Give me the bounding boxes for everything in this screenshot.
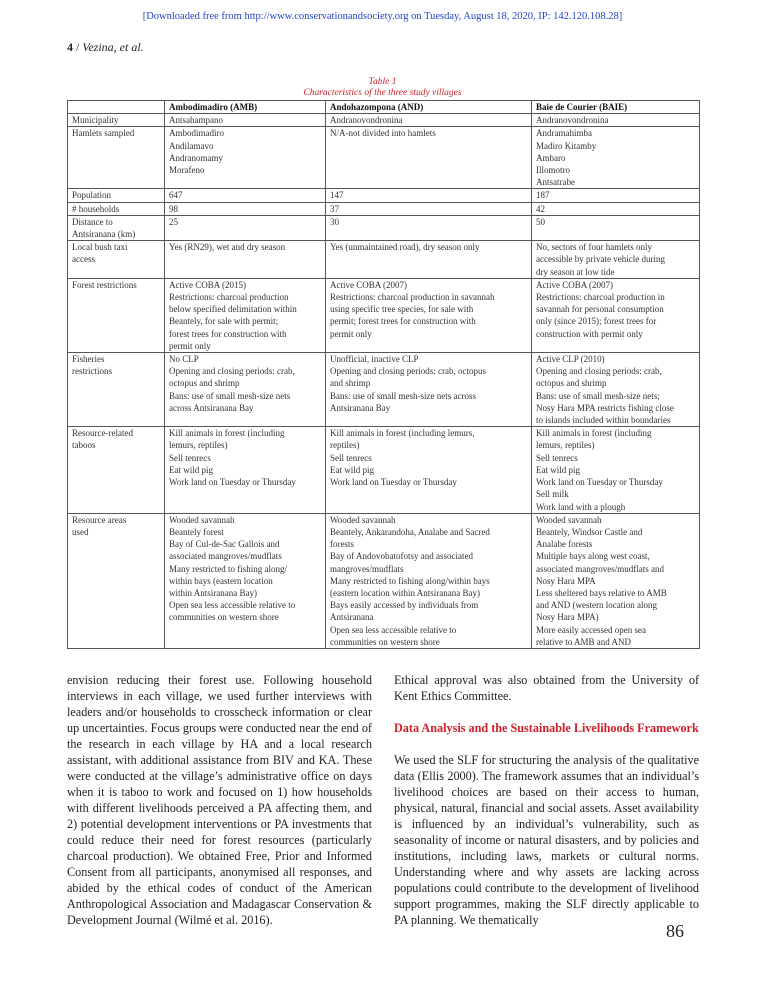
cell-line: Wooded savannah [169,514,235,525]
table-cell [165,427,326,513]
table-cell [165,189,326,202]
table-cell [326,189,532,202]
cell-line: and shrimp [330,378,371,389]
cell-line: Open sea less accessible relative to [169,600,296,611]
cell-line: forests [330,539,354,550]
cell-line: Illomotro [536,165,570,176]
cell-line: access [72,254,95,265]
cell-line: (eastern location within Antsiranana Bay) [330,587,480,598]
cell-line: Unofficial, inactive CLP [330,354,419,365]
cell-line: 647 [169,190,183,201]
row-label-cell [68,189,165,202]
cell-line: Bans: use of small mesh-size nets [169,390,291,401]
cell-line: communities on western shore [330,636,440,647]
cell-line: Beantely, for sale with permit; [169,316,279,327]
cell-line: forest trees for construction with [169,328,287,339]
cell-line: Antsahampano [169,115,223,126]
table-row [68,241,700,279]
cell-line: Ambodimadiro [169,128,224,139]
cell-line: Sell tenrecs [330,452,372,463]
cell-line: Andranomamy [169,152,223,163]
cell-line: Many restricted to fishing along/ [169,563,287,574]
cell-line: Restrictions: charcoal production in [536,292,665,303]
table-cell [326,241,532,279]
cell-line: Antsatrabe [536,177,575,188]
cell-line: Yes (unmaintained road), dry season only [330,242,480,253]
cell-line: Analabe forests [536,539,593,550]
section-heading: Data Analysis and the Sustainable Livelihoods Framework [394,721,699,735]
cell-line: Opening and closing periods: crab, octopus [330,366,486,377]
table-cell [165,278,326,352]
body-column-left [67,672,372,928]
cell-line: permit only [169,340,211,351]
cell-line: below specified delimitation within [169,304,297,315]
cell-line: Fisheries [72,354,105,365]
cell-line: Work land with a plough [536,501,626,512]
cell-line: Eat wild pig [536,464,580,475]
cell-line: Active COBA (2015) [169,279,246,290]
cell-line: Nosy Hara MPA restricts fishing close [536,402,674,413]
cell-line: reptiles) [330,440,360,451]
table-header-cell [68,101,165,114]
table-cell [532,114,700,127]
cell-line: Antsiranana Bay [330,402,391,413]
table-header-row [68,101,700,114]
cell-line: Resource-related [72,428,133,439]
cell-line: Open sea less accessible relative to [330,624,457,635]
cell-line: Nosy Hara MPA) [536,612,599,623]
table-cell [165,127,326,189]
cell-line: Andranovondronina [330,115,403,126]
table-cell [532,427,700,513]
cell-line: Bans: use of small mesh-size nets across [330,390,476,401]
table-caption-title: Characteristics of the three study villages [303,88,462,98]
table-cell [326,427,532,513]
cell-line: within Antsiranana Bay) [169,587,257,598]
cell-line: Restrictions: charcoal production [169,292,289,303]
cell-line: only (since 2015); forest trees for [536,316,657,327]
cell-line: lemurs, reptiles) [536,440,595,451]
row-label-cell [68,202,165,215]
cell-line: Multiple bays along west coast, [536,551,650,562]
table-cell [165,241,326,279]
cell-line: Kill animals in forest (including [536,428,652,439]
cell-line: construction with permit only [536,328,643,339]
cell-line: communities on western shore [169,612,279,623]
cell-line: Active COBA (2007) [536,279,613,290]
cell-line: No, sectors of four hamlets only [536,242,652,253]
table-caption-label: Table 1 [368,77,397,87]
cell-line: 30 [330,216,339,227]
table-cell [326,353,532,427]
cell-line: Wooded savannah [330,514,396,525]
cell-line: 187 [536,190,550,201]
cell-line: Kill animals in forest (including lemurs, [330,428,475,439]
cell-line: Bays easily accessed by individuals from [330,600,479,611]
cell-line: Sell tenrecs [169,452,211,463]
table-cell [532,215,700,240]
table-cell [532,202,700,215]
cell-line: More easily accessed open sea [536,624,646,635]
running-head-authors: Vezina, et al. [82,40,144,54]
cell-line: restrictions [72,366,112,377]
table-header-cell: Baie de Courier (BAIE) [532,101,700,114]
table-row [68,278,700,352]
table-row [68,114,700,127]
table-cell [326,513,532,648]
running-head-separator: / [73,40,83,54]
body-column-right [394,672,699,928]
cell-line: Work land on Tuesday or Thursday [169,477,296,488]
cell-line: 98 [169,203,178,214]
cell-line: 50 [536,216,545,227]
cell-line: Forest restrictions [72,279,137,290]
cell-line: relative to AMB and AND [536,636,631,647]
cell-line: Andilamavo [169,140,214,151]
table-caption [0,77,765,99]
row-label-cell [68,278,165,352]
cell-line: Nosy Hara MPA [536,575,596,586]
cell-line: Municipality [72,115,119,126]
table-cell [532,278,700,352]
table-cell [326,215,532,240]
cell-line: 25 [169,216,178,227]
cell-line: Work land on Tuesday or Thursday [536,477,663,488]
cell-line: Hamlets sampled [72,128,135,139]
cell-line: Many restricted to fishing along/within bays [330,575,490,586]
cell-line: Active COBA (2007) [330,279,407,290]
cell-line: Madiro Kitamby [536,140,597,151]
running-head [67,40,144,55]
table-cell [326,202,532,215]
cell-line: Wooded savannah [536,514,602,525]
row-label-cell [68,353,165,427]
row-label-cell [68,427,165,513]
cell-line: Active CLP (2010) [536,354,605,365]
villages-table [67,100,700,649]
row-label-cell [68,241,165,279]
running-head-page: 4 [67,40,73,54]
cell-line: Morafeno [169,165,205,176]
cell-line: taboos [72,440,96,451]
page-number: 86 [666,921,684,941]
cell-line: Kill animals in forest (including [169,428,285,439]
cell-line: Opening and closing periods: crab, [169,366,295,377]
row-label-cell [68,114,165,127]
row-label-cell [68,127,165,189]
table-cell [532,127,700,189]
cell-line: Restrictions: charcoal production in savannah [330,292,495,303]
table-cell [532,241,700,279]
cell-line: Andramahimba [536,128,592,139]
cell-line: Opening and closing periods: crab, [536,366,662,377]
cell-line: Beantely forest [169,526,224,537]
table-row [68,513,700,648]
table-row [68,202,700,215]
body-paragraph: Ethical approval was also obtained from the University of Kent Ethics Committee. [394,673,699,703]
cell-line: Resource areas [72,514,127,525]
cell-line: within bays (eastern location [169,575,273,586]
row-label-cell [68,513,165,648]
body-paragraph: envision reducing their forest use. Following household interviews in each village, we used further interviews with leaders and/or households to crosscheck information or clear up uncertainties. Focus groups were conducted near the end of the research in each village by HA and a local research assistant, with additional assistance from BIV and KA. These were conducted at the village’s administrative office on days when it is taboo to work and focused on 1) how households with different livelihoods perceived a PA affecting them, and 2) potential development interventions or PA investments that could reduce their need for forest resources (particularly charcoal production). We obtained Free, Prior and Informed Consent from all participants, anonymised all responses, and abided by the ethical codes of conduct of the American Anthropological Association and Madagascar Conservation & Development Journal (Wilmé et al. 2016). [67,673,372,927]
cell-line: associated mangroves/mudflats and [536,563,664,574]
cell-line: Sell milk [536,489,569,500]
cell-line: Antsiranana (km) [72,229,136,240]
table-header-cell: Ambodimadiro (AMB) [165,101,326,114]
download-banner[interactable]: [Downloaded free from http://www.conservationandsociety.org on Tuesday, August 18, 2020, IP: 142.120.108.28] [142,11,623,22]
table-header-cell: Andohazompona (AND) [326,101,532,114]
cell-line: Eat wild pig [169,464,213,475]
cell-line: Distance to [72,216,113,227]
cell-line: Antsiranana [330,612,374,623]
table-cell [165,353,326,427]
cell-line: savannah for personal consumption [536,304,664,315]
body-paragraph: We used the SLF for structuring the analysis of the qualitative data (Ellis 2000). The framework assumes that an individual’s livelihood choices are based on their access to human, physical, natural, financial and social assets. Asset availability is influenced by an individual’s vulnerability, such as seasonality of income or natural disasters, and by policies and institutions, including laws, markets or cultural norms. Understanding where and why assets are lacking across populations could contribute to the development of livelihood support programmes, making the SLF directly applicable to PA planning. We thematically [394,753,699,927]
cell-line: and AND (western location along [536,600,657,611]
cell-line: permit only [330,328,372,339]
cell-line: Work land on Tuesday or Thursday [330,477,457,488]
table-row [68,189,700,202]
cell-line: Local bush taxi [72,242,128,253]
cell-line: Bans: use of small mesh-size nets; [536,390,660,401]
cell-line: used [72,526,89,537]
cell-line: Beantely, Windsor Castle and [536,526,643,537]
table-cell [326,278,532,352]
cell-line: octopus and shrimp [169,378,240,389]
table-cell [165,202,326,215]
cell-line: No CLP [169,354,199,365]
cell-line: Sell tenrecs [536,452,578,463]
table-cell [165,513,326,648]
cell-line: using specific tree species, for sale with [330,304,474,315]
cell-line: Population [72,190,112,201]
cell-line: Yes (RN29), wet and dry season [169,242,286,253]
table-cell [326,114,532,127]
cell-line: to islands included within boundaries [536,415,671,426]
table-cell [165,114,326,127]
cell-line: 147 [330,190,344,201]
cell-line: Bay of Cul-de-Sac Gallois and [169,539,280,550]
table-cell [532,513,700,648]
table-cell [532,353,700,427]
cell-line: octopus and shrimp [536,378,607,389]
table-row [68,353,700,427]
cell-line: mangroves/mudflats [330,563,404,574]
cell-line: dry season at low tide [536,266,615,277]
table-cell [326,127,532,189]
cell-line: across Antsiranana Bay [169,402,254,413]
cell-line: Eat wild pig [330,464,374,475]
table-body [68,114,700,649]
table-cell [165,215,326,240]
cell-line: Bay of Andovobatofotsy and associated [330,551,473,562]
table-row [68,215,700,240]
cell-line: N/A-not divided into hamlets [330,128,436,139]
cell-line: Ambaro [536,152,566,163]
cell-line: Andranovondronina [536,115,609,126]
cell-line: 37 [330,203,339,214]
cell-line: permit; forest trees for construction with [330,316,476,327]
cell-line: associated mangroves/mudflats [169,551,282,562]
cell-line: Beantely, Ankarandoha, Analabe and Sacred [330,526,490,537]
cell-line: # households [72,203,120,214]
cell-line: Less sheltered bays relative to AMB [536,587,667,598]
cell-line: 42 [536,203,545,214]
table-row [68,127,700,189]
row-label-cell [68,215,165,240]
cell-line: accessible by private vehicle during [536,254,665,265]
table-cell [532,189,700,202]
table-row [68,427,700,513]
cell-line: lemurs, reptiles) [169,440,228,451]
